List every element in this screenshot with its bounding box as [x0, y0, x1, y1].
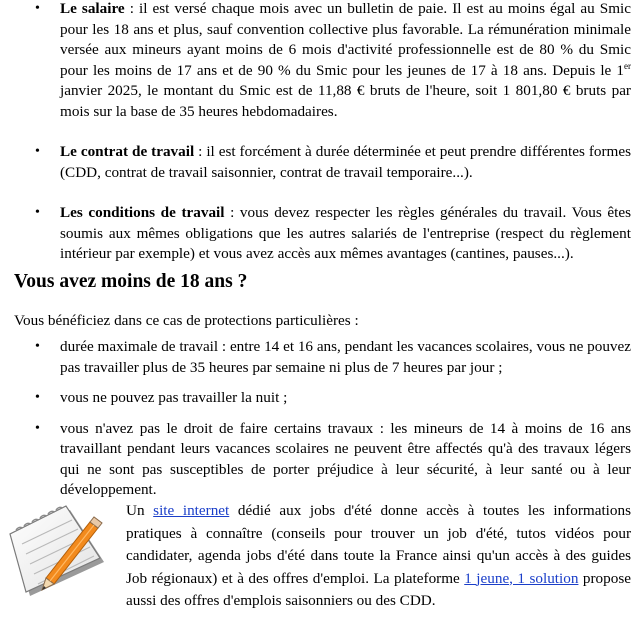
item-label: Le salaire: [60, 0, 125, 17]
job-conditions-list: [0, 0, 644, 265]
item-text-continued: janvier 2025, le montant du Smic est de 11,88 € bruts de l'heure, soit 1 801,80 € bruts par mois sur la base de 35 heures hebdomadaires.: [60, 82, 631, 120]
bullet-dot: •: [35, 205, 40, 220]
list-spacer: [0, 378, 644, 388]
info-text-middle: dédié aux jobs d'été donne accès à toutes les informations pratiques à connaître (conseils pour trouver un job d'été, tutos vidéos pour candidater, agenda jobs d'été dans toute la France ainsi qu'un accès à des guides Job régionaux) et à des offres d'emploi. La plateforme: [126, 502, 631, 587]
bullet-dot: •: [35, 1, 40, 16]
item-text: : vous devez respecter les règles générales du travail. Vous êtes soumis aux mêmes obligations que les autres salariés de l'entreprise (respect du règlement intérieur par exemple) et vous avez accès aux mêmes avantages (cantines, pauses...).: [60, 204, 631, 262]
section-heading: Vous avez moins de 18 ans ?: [14, 271, 248, 292]
info-text-end: propose aussi des offres d'emplois saisonniers ou des CDD.: [126, 569, 631, 609]
item-label: Le contrat de travail: [60, 143, 195, 160]
list-item-conditions: [35, 203, 631, 265]
list-item-nuit: [35, 388, 631, 409]
item-text: vous n'avez pas le droit de faire certains travaux : les mineurs de 14 à moins de 16 ans travaillant pendant leurs vacances scolaires ne peuvent être affectés qu'à des travaux légers qui ne sont pas susceptibles de porter préjudice à leur sécurité, à leur santé ou à leur développement.: [60, 419, 631, 498]
info-paragraph: [126, 500, 631, 613]
bullet-dot: •: [35, 390, 40, 405]
list-spacer: [0, 183, 644, 203]
item-text: vous ne pouvez pas travailler la nuit ;: [60, 389, 288, 406]
item-text: durée maximale de travail : entre 14 et 16 ans, pendant les vacances scolaires, vous ne pouvez pas travailler plus de 35 heures par semaine ni plus de 7 heures par jour ;: [60, 338, 631, 376]
list-item-travaux: [35, 419, 631, 501]
bullet-dot: •: [35, 144, 40, 159]
item-text: : il est versé chaque mois avec un bulletin de paie. Il est au moins égal au Smic pour les 18 ans et plus, sauf convention collective plus favorable. La rémunération minimale versée aux mineurs ayant moins de 6 mois d'activité professionnelle est de 80 % du Smic pour les moins de 17 ans et de 90 % du Smic pour les jeunes de 17 à 18 ans. Depuis le 1: [60, 0, 631, 79]
site-internet-link[interactable]: site internet: [153, 502, 230, 519]
bullet-dot: •: [35, 339, 40, 354]
minor-protections-list: [0, 337, 644, 501]
list-item-salaire: [35, 0, 631, 122]
un-jeune-une-solution-link[interactable]: 1 jeune, 1 solution: [464, 569, 579, 587]
superscript: er: [624, 60, 631, 71]
list-spacer: [0, 122, 644, 142]
item-text: : il est forcément à durée déterminée et peut prendre différentes formes (CDD, contrat de travail saisonnier, contrat de travail temporaire...).: [60, 143, 631, 181]
info-text-start: Un: [126, 502, 154, 519]
intro-text: Vous bénéficiez dans ce cas de protections particulières :: [14, 312, 359, 329]
list-item-contrat: [35, 142, 631, 183]
list-spacer: [0, 409, 644, 419]
bullet-dot: •: [35, 420, 40, 436]
item-label: Les conditions de travail: [60, 204, 225, 221]
list-item-duree: [35, 337, 631, 378]
notepad-pencil-icon: [0, 500, 118, 610]
